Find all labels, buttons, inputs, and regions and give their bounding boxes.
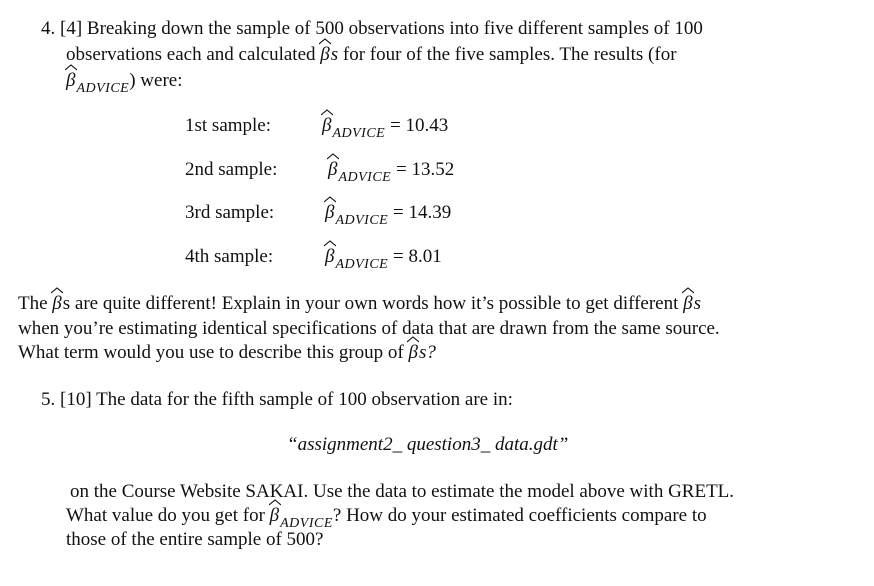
advice-subscript: ADVICE [280,516,333,531]
q4-number: 4. [41,18,56,39]
advice-subscript: ADVICE [335,257,389,272]
beta-hat-symbol: β [408,342,418,364]
sample-value: = 13.52 [395,159,455,180]
q4-para2: when you’re estimating identical specifications of data that are drawn from the same source. [18,318,720,339]
q4-line1 [41,18,703,40]
beta-hat-symbol: β [320,44,330,66]
sample-equation [325,246,442,272]
q4-para-line1 [18,293,701,315]
q4-line3-tail: ) were: [129,70,183,91]
sample-equation [325,202,452,228]
q4-line2a: observations each and calculated [66,44,316,65]
q4-line1-text: Breaking down the sample of 500 observations into five different samples of 100 [86,18,703,39]
q4-para1b: s are quite different! Explain in your own words how it’s possible to get different [62,293,679,314]
advice-subscript: ADVICE [332,126,386,141]
q5-line2 [70,481,734,503]
q5-line3a: What value do you get for [66,505,265,526]
sample-row [185,246,505,270]
q4-para3-s: s? [418,342,436,363]
q5-line4-text: those of the entire sample of 500? [66,529,324,550]
q4-para-line3 [18,342,436,364]
q4-line2b: for four of the five samples. The results (for [342,44,677,65]
sample-row [185,115,505,139]
q4-line3 [66,70,183,94]
q5-line4 [66,529,323,551]
beta-hat-symbol: β [325,246,335,268]
sample-label: 3rd sample: [185,202,275,223]
q4-para1-s: s [693,293,702,314]
sample-value: = 8.01 [392,246,442,267]
q4-para1a: The [18,293,48,314]
advice-subscript: ADVICE [335,213,389,228]
q5-line1 [41,389,513,411]
beta-hat-symbol: β [683,293,693,315]
q5-line3 [66,505,707,529]
beta-hat-symbol: β [66,70,76,92]
q5-line2-text: on the Course Website SAKAI. Use the data to estimate the model above with GRETL. [70,481,735,502]
q5-line1-text: The data for the fifth sample of 100 observation are in: [96,389,513,410]
q5-number: 5. [41,389,56,410]
sample-label: 4th sample: [185,246,274,267]
sample-label: 1st sample: [185,115,272,136]
sample-row [185,202,505,226]
sample-value: = 10.43 [389,115,449,136]
beta-hat-symbol: β [322,115,332,137]
q5-line3b: ? How do your estimated coefficients compare to [332,505,707,526]
advice-subscript: ADVICE [338,170,392,185]
advice-subscript: ADVICE [76,81,130,96]
q4-para3a: What term would you use to describe this group of [18,342,404,363]
sample-equation [328,159,455,185]
sample-value: = 14.39 [392,202,452,223]
q5-points: [10] [60,389,92,410]
sample-row [185,159,505,183]
q4-line2 [66,44,677,66]
beta-hat-symbol: β [270,505,280,527]
q4-line2-s: s [330,44,339,65]
beta-hat-symbol: β [52,293,62,315]
q4-para-line2 [18,318,720,340]
beta-hat-symbol: β [325,202,335,224]
beta-hat-symbol: β [328,159,338,181]
sample-equation [322,115,449,141]
q4-points: [4] [60,18,83,39]
sample-label: 2nd sample: [185,159,278,180]
q5-filename: “assignment2_ question3_ data.gdt” [287,434,569,455]
